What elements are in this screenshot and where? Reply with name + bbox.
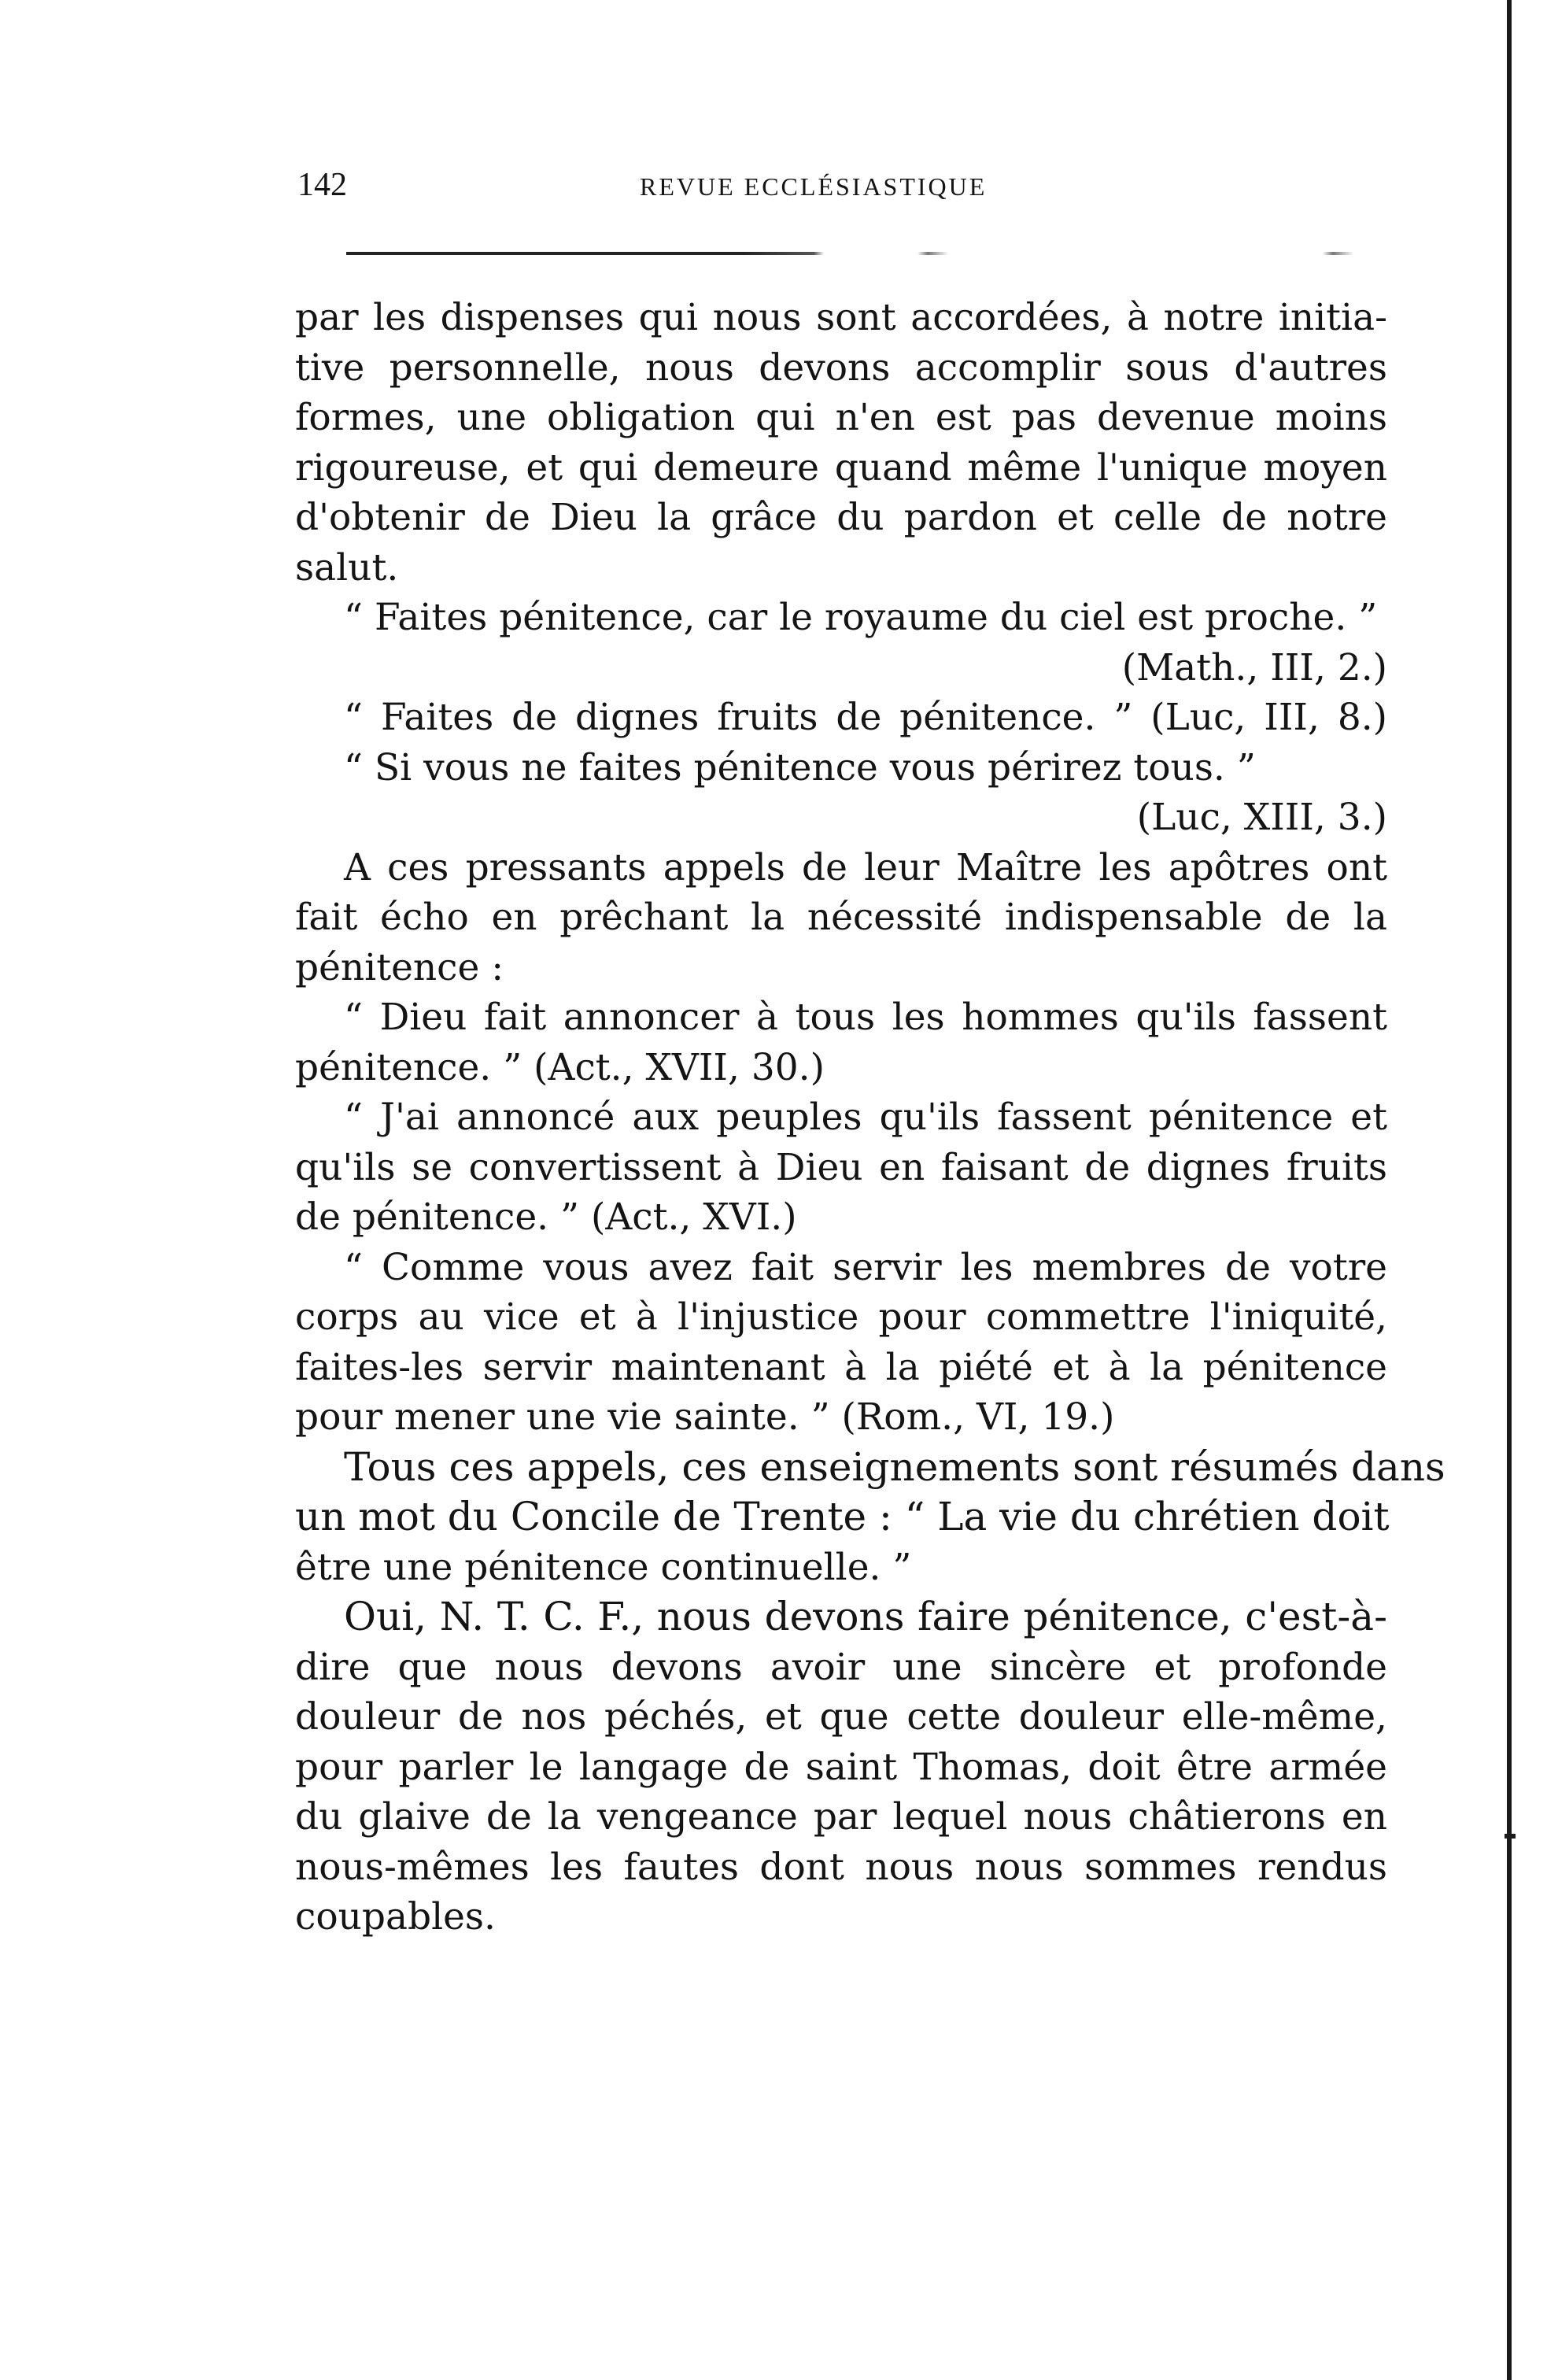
text-line: fait écho en prêchant la nécessité indispensable de la [295, 896, 1387, 939]
citation-line: pour mener une vie sainte. ” (Rom., VI, 19.) [295, 1395, 1115, 1439]
page-edge-mark [1505, 1834, 1516, 1839]
text-line: du glaive de la vengeance par lequel nous châtierons en [295, 1795, 1387, 1839]
citation-line: (Math., III, 2.) [1121, 645, 1387, 689]
text-line: formes, une obligation qui n'en est pas devenue moins [295, 396, 1387, 439]
text-line: tive personnelle, nous devons accomplir sous d'autres [295, 346, 1387, 390]
text-line: être une pénitence continuelle. ” [295, 1545, 912, 1589]
citation-line: (Luc, XIII, 3.) [1136, 796, 1387, 839]
quotation-line: “ Faites pénitence, car le royaume du ciel est proche. ” [344, 596, 1378, 639]
quotation-line: “ Si vous ne faites pénitence vous périrez tous. ” [344, 745, 1256, 789]
text-line: par les dispenses qui nous sont accordées, à notre initia- [295, 296, 1387, 339]
page-number: 142 [297, 167, 347, 203]
quotation-line: “ Faites de dignes fruits de pénitence. ” (Luc, III, 8.) [344, 696, 1387, 739]
quotation-line: “ Comme vous avez fait servir les membres de votre [344, 1245, 1387, 1289]
text-line: douleur de nos péchés, et que cette douleur elle-même, [295, 1695, 1387, 1739]
text-line: salut. [295, 545, 399, 589]
text-line: qu'ils se convertissent à Dieu en faisant de dignes fruits [295, 1145, 1387, 1189]
text-line: faites-les servir maintenant à la piété et à la pénitence [295, 1345, 1387, 1389]
text-line: pour parler le langage de saint Thomas, doit être armée [295, 1745, 1387, 1789]
text-line: un mot du Concile de Trente : “ La vie du chrétien doit [295, 1494, 1390, 1539]
citation-line: de pénitence. ” (Act., XVI.) [295, 1196, 797, 1239]
text-line: corps au vice et à l'injustice pour commettre l'iniquité, [295, 1295, 1387, 1339]
text-line: Tous ces appels, ces enseignements sont résumés dans [344, 1443, 1445, 1490]
text-line: A ces pressants appels de leur Maître les apôtres ont [344, 845, 1387, 889]
text-line: Oui, N. T. C. F., nous devons faire pénitence, c'est-à- [344, 1594, 1387, 1639]
citation-line: pénitence. ” (Act., XVII, 30.) [295, 1045, 825, 1089]
quotation-line: “ J'ai annoncé aux peuples qu'ils fassent pénitence et [344, 1096, 1387, 1139]
quotation-line: “ Dieu fait annoncer à tous les hommes qu'ils fassent [344, 996, 1387, 1039]
header-rule [346, 252, 1385, 255]
text-line: d'obtenir de Dieu la grâce du pardon et celle de notre [295, 496, 1387, 539]
running-title: REVUE ECCLÉSIASTIQUE [640, 172, 988, 201]
text-line: rigoureuse, et qui demeure quand même l'unique moyen [295, 445, 1387, 490]
text-line: coupables. [295, 1895, 496, 1938]
running-head [297, 161, 1399, 216]
body-text [295, 293, 1445, 1942]
text-line: dire que nous devons avoir une sincère et profonde [295, 1645, 1387, 1689]
text-line: pénitence : [295, 945, 504, 989]
text-line: nous-mêmes les fautes dont nous nous sommes rendus [295, 1845, 1387, 1889]
page-edge-border [1507, 0, 1512, 2380]
